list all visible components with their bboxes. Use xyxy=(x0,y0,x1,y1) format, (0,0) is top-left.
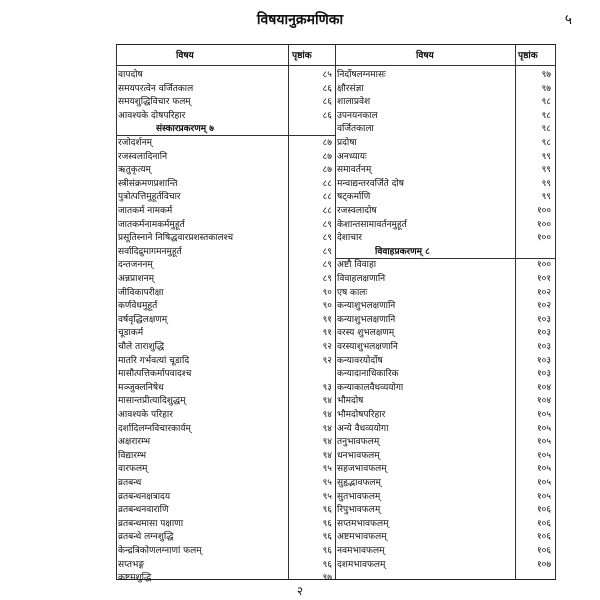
toc-row xyxy=(335,191,555,204)
page-ref: ९५ xyxy=(322,491,332,502)
toc-row xyxy=(335,559,555,572)
subject-text: समयपरत्वेन वर्जितकाल xyxy=(118,83,194,94)
page-ref: ९८ xyxy=(541,138,551,148)
page-ref: ८८ xyxy=(322,178,332,189)
toc-row xyxy=(335,164,555,177)
page-ref: ९७ xyxy=(322,573,332,584)
toc-row xyxy=(116,137,335,150)
subject-text: व्रतबन्ध xyxy=(118,478,142,488)
toc-row xyxy=(116,191,335,204)
subject-text: अष्टौ विवाहा xyxy=(337,260,377,271)
subject-text: अक्षरारम्भ xyxy=(118,437,151,448)
subject-text: कन्यावरयोर्दोष xyxy=(337,355,383,366)
subject-text: अष्टमभावफलम् xyxy=(337,532,387,543)
toc-row xyxy=(116,164,335,177)
page-ref: १०३ xyxy=(536,314,551,325)
page-ref: १०५ xyxy=(536,423,551,434)
toc-row xyxy=(116,83,335,96)
page-ref: ८९ xyxy=(322,260,332,271)
page-ref: १०२ xyxy=(536,287,551,298)
subject-text: ऋतुकृत्यम् xyxy=(118,165,151,176)
page-ref: ८८ xyxy=(322,206,332,216)
subject-text: कर्णवेधमुहूर्त xyxy=(118,301,158,312)
subject-text: रजस्वलादिनानि xyxy=(118,151,168,162)
page-ref: १०० xyxy=(536,219,551,230)
page-ref: १०६ xyxy=(536,546,551,556)
subject-text: विद्यारम्भ xyxy=(118,450,147,461)
subject-text: समयशुद्धिविचार फलम् xyxy=(118,97,191,108)
toc-row xyxy=(335,96,555,109)
toc-row xyxy=(335,259,555,272)
page-ref: ९७ xyxy=(541,83,551,94)
toc-row xyxy=(116,327,335,340)
subject-text: तनुभावफलम् xyxy=(337,437,380,448)
subject-text: देशाचार xyxy=(337,233,362,244)
toc-row xyxy=(116,219,335,232)
page-ref: ८७ xyxy=(322,165,332,176)
subject-text: भौमदोषपरिहार xyxy=(337,410,386,420)
page-ref: ८८ xyxy=(322,192,332,203)
subject-text: उपनयनकाल xyxy=(337,110,378,121)
toc-row xyxy=(335,463,555,476)
subject-text: दशमभावफलम् xyxy=(337,559,386,570)
page-ref: ९४ xyxy=(322,437,332,448)
subject-text: पुत्रोत्पत्तिमुहूर्तविचार xyxy=(118,192,181,203)
toc-row xyxy=(335,205,555,218)
subject-text: मासान्तप्रीत्यादिशुद्धम् xyxy=(118,396,186,407)
page-number: ५ xyxy=(564,12,572,28)
subject-text: केन्द्रत्रिकोणलग्नाणां फलम् xyxy=(118,546,202,556)
page-ref: ९४ xyxy=(322,410,332,420)
subject-text: मन्वाद्यन्तरवर्जिते दोष xyxy=(337,178,404,189)
subject-text: प्रदोषा xyxy=(337,138,357,148)
section-title: विवाहप्रकरणम् ८ xyxy=(375,246,430,257)
subject-text: आवश्यके परिहार xyxy=(118,410,173,420)
subject-text: कष्टमशुद्धि xyxy=(118,573,152,584)
toc-row xyxy=(335,450,555,463)
subject-text: षट्कर्माणि xyxy=(337,192,371,203)
page-ref: १०३ xyxy=(536,342,551,352)
header-rule xyxy=(116,65,556,66)
page-ref: ८९ xyxy=(322,219,332,230)
page-ref: ९७ xyxy=(541,70,551,80)
subject-text: वापदोष xyxy=(118,70,143,80)
subject-text: समावर्तनम् xyxy=(337,165,372,176)
page-ref: १०३ xyxy=(536,328,551,339)
toc-row xyxy=(116,151,335,164)
page-ref: ९२ xyxy=(322,342,332,352)
page-ref: १०६ xyxy=(536,505,551,516)
page-ref: १०५ xyxy=(536,491,551,502)
toc-row xyxy=(335,531,555,544)
subject-text: कन्यादानाधिकारिक xyxy=(337,369,399,380)
page-ref: ९१ xyxy=(322,314,332,325)
subject-text: अन्नप्राशनम् xyxy=(118,274,154,284)
subject-text: जातकर्म नामकर्म xyxy=(118,206,173,216)
page-ref: ९४ xyxy=(322,423,332,434)
toc-row xyxy=(335,545,555,558)
subject-text: निर्दोषलग्नमासः xyxy=(337,70,386,80)
page-ref: ८६ xyxy=(322,110,332,121)
toc-row xyxy=(116,531,335,544)
subject-text: व्रतबन्धनक्षत्रादय xyxy=(118,491,171,502)
toc-row xyxy=(116,463,335,476)
page-ref: ८७ xyxy=(322,151,332,162)
page-ref: ८७ xyxy=(322,138,332,148)
toc-row xyxy=(116,178,335,191)
toc-row xyxy=(116,314,335,327)
toc-row xyxy=(116,110,335,123)
toc-row xyxy=(335,300,555,313)
toc-row xyxy=(116,559,335,572)
page-ref: ९४ xyxy=(322,450,332,461)
subject-text: सर्वादिद्रुमागमनमुहूर्त xyxy=(118,246,182,257)
page-ref: १०५ xyxy=(536,464,551,475)
page-ref: ९६ xyxy=(322,559,332,570)
toc-row xyxy=(116,491,335,504)
toc-row xyxy=(335,123,555,136)
page-ref: १०५ xyxy=(536,450,551,461)
page-ref: ९४ xyxy=(322,396,332,407)
page-ref: ९९ xyxy=(541,178,551,189)
subject-text: कन्याकालवैधव्ययोगा xyxy=(337,382,404,393)
subject-text: दन्तजननम् xyxy=(118,260,153,271)
subject-text: रजोदर्शनम् xyxy=(118,138,152,148)
page-ref: १०५ xyxy=(536,437,551,448)
page-ref: ८५ xyxy=(322,70,332,80)
subject-text: केशान्तसामावर्तनमुहूर्त xyxy=(337,219,407,230)
toc-row xyxy=(335,423,555,436)
toc-row xyxy=(335,287,555,300)
toc-row xyxy=(116,232,335,245)
toc-row xyxy=(116,205,335,218)
subject-text: सप्तभङ्ग xyxy=(118,559,145,570)
subject-text: व्रतबन्धनवाराणि xyxy=(118,505,169,516)
page-ref: ९१ xyxy=(322,328,332,339)
subject-text: भौमदोष xyxy=(337,396,364,407)
page-ref: ९६ xyxy=(322,518,332,529)
toc-table xyxy=(116,44,556,584)
toc-row xyxy=(116,355,335,368)
page-ref: ८६ xyxy=(322,97,332,108)
subject-text: कन्याशुभलक्षणानि xyxy=(337,301,396,312)
toc-row xyxy=(116,273,335,286)
toc-row xyxy=(116,518,335,531)
toc-row xyxy=(335,327,555,340)
section-title: संस्कारप्रकरणम् ७ xyxy=(156,124,214,135)
toc-row xyxy=(335,273,555,286)
page-ref: १०६ xyxy=(536,532,551,543)
section-heading xyxy=(335,246,555,259)
subject-text: दर्शादिलग्नविचारकार्यम् xyxy=(118,423,191,434)
page-ref: ९६ xyxy=(322,532,332,543)
page-ref: ८९ xyxy=(322,233,332,244)
page-ref: १०६ xyxy=(536,518,551,529)
page-ref: १०४ xyxy=(536,396,551,407)
page-ref: ८९ xyxy=(322,246,332,257)
page-ref: ९६ xyxy=(322,505,332,516)
subject-text: सहजभावफलम् xyxy=(337,464,387,475)
toc-row xyxy=(116,69,335,82)
subject-text: चूडाकर्म xyxy=(118,328,144,339)
subject-text: जातकर्मनामकर्ममुहूर्त xyxy=(118,219,185,230)
page-ref: ८९ xyxy=(322,274,332,284)
toc-row xyxy=(335,382,555,395)
subject-text: एष कालः xyxy=(337,287,368,298)
page-ref: १०० xyxy=(536,206,551,216)
right-subject-header: विषय xyxy=(416,51,434,61)
toc-row xyxy=(335,137,555,150)
page-ref: १०३ xyxy=(536,355,551,366)
left-page-header: पृष्ठांक xyxy=(292,51,312,61)
section-heading xyxy=(116,123,335,136)
toc-row xyxy=(335,368,555,381)
toc-row xyxy=(335,69,555,82)
toc-row xyxy=(116,477,335,490)
subject-text: व्रतबन्धे लग्नशुद्धि xyxy=(118,532,174,543)
toc-row xyxy=(116,96,335,109)
toc-row xyxy=(335,436,555,449)
subject-text: व्रतबन्धमासा पक्षाणा xyxy=(118,518,184,529)
toc-row xyxy=(335,314,555,327)
subject-text: मातरि गर्भवत्यां चूडादि xyxy=(118,355,190,366)
subject-text: कन्याशुभलक्षणानि xyxy=(337,314,396,325)
toc-row xyxy=(116,368,335,381)
toc-row xyxy=(335,355,555,368)
toc-row xyxy=(335,110,555,123)
toc-row xyxy=(335,395,555,408)
subject-text: वरस्य शुभलक्षणम् xyxy=(337,328,395,339)
page-ref: ९९ xyxy=(541,165,551,176)
page-title: विषयानुक्रमणिका xyxy=(256,12,344,28)
left-subject-header: विषय xyxy=(176,51,194,61)
subject-text: जीविकापरीक्षा xyxy=(118,287,164,298)
page-ref: ९८ xyxy=(541,97,551,108)
subject-text: सुतभावफलम् xyxy=(337,491,381,502)
page-ref: ८६ xyxy=(322,83,332,94)
toc-row xyxy=(335,409,555,422)
page-ref: ९८ xyxy=(541,124,551,135)
subject-text: सुहृद्भावफलम् xyxy=(337,478,381,488)
subject-text: मञ्जुक्लनिषेध xyxy=(118,382,164,393)
page-ref: १०५ xyxy=(536,478,551,488)
subject-text: शालाप्रवेश xyxy=(337,97,371,108)
subject-text: सप्तमभावफलम् xyxy=(337,518,389,529)
subject-text: विवाहलक्षणानि xyxy=(337,274,386,284)
toc-row xyxy=(116,423,335,436)
page-ref: १०५ xyxy=(536,410,551,420)
subject-text: अन्ये वैधव्ययोगा xyxy=(337,423,389,434)
toc-row xyxy=(335,151,555,164)
page-ref: १०० xyxy=(536,233,551,244)
toc-row xyxy=(335,341,555,354)
subject-text: वर्षवृद्धिलक्षणम् xyxy=(118,314,168,325)
subject-text: क्षौरसंज्ञा xyxy=(337,83,364,94)
page-ref: ९८ xyxy=(541,110,551,121)
toc-row xyxy=(335,178,555,191)
page-ref: ९९ xyxy=(541,151,551,162)
subject-text: नवमभावफलम् xyxy=(337,546,385,556)
page-ref: ९५ xyxy=(322,478,332,488)
toc-row xyxy=(116,382,335,395)
page-ref: १०१ xyxy=(536,274,551,284)
toc-row xyxy=(116,450,335,463)
subject-text: रजस्वलादोष xyxy=(337,206,377,216)
toc-row xyxy=(335,232,555,245)
toc-row xyxy=(116,409,335,422)
toc-row xyxy=(116,545,335,558)
page-ref: १०३ xyxy=(536,369,551,380)
toc-row xyxy=(335,477,555,490)
table-border-right xyxy=(555,45,556,579)
right-page-header: पृष्ठांक xyxy=(518,51,538,61)
toc-row xyxy=(335,83,555,96)
toc-row xyxy=(116,259,335,272)
toc-row xyxy=(116,246,335,259)
page-ref: ९० xyxy=(322,287,332,298)
subject-text: आवश्यके दोषपरिहार xyxy=(118,110,186,121)
subject-text: वर्जितकाला xyxy=(337,124,374,135)
toc-row xyxy=(116,436,335,449)
subject-text: वरस्याशुभलक्षणानि xyxy=(337,342,398,352)
subject-text: प्रसूतिस्नाने निषिद्धवारप्रशस्तकालश्च xyxy=(118,233,234,244)
subject-text: धनभावफलम् xyxy=(337,450,380,461)
page-ref: १०० xyxy=(536,260,551,271)
toc-row xyxy=(116,341,335,354)
page-ref: ९२ xyxy=(322,355,332,366)
toc-row xyxy=(335,518,555,531)
toc-row xyxy=(116,395,335,408)
page-ref: ९९ xyxy=(541,192,551,203)
footer-page-number: २ xyxy=(296,584,304,598)
page-ref: ९५ xyxy=(322,464,332,475)
subject-text: रिपुभावफलम् xyxy=(337,505,381,516)
subject-text: स्त्रीसंक्रमणप्रशान्ति xyxy=(118,178,178,189)
toc-row xyxy=(116,504,335,517)
page-ref: १०७ xyxy=(536,559,551,570)
toc-row xyxy=(335,219,555,232)
toc-row xyxy=(335,491,555,504)
toc-row xyxy=(116,300,335,313)
page-ref: ९६ xyxy=(322,546,332,556)
page-ref: १०२ xyxy=(536,301,551,312)
toc-row xyxy=(116,287,335,300)
toc-row xyxy=(335,504,555,517)
subject-text: वारफलम् xyxy=(118,464,148,475)
subject-text: अनध्यायः xyxy=(337,151,367,162)
subject-text: मासौत्पत्तिकर्मापवादश्च xyxy=(118,369,192,380)
page-ref: १०४ xyxy=(536,382,551,393)
page-ref: ९० xyxy=(322,301,332,312)
page-ref: ९३ xyxy=(322,382,332,393)
subject-text: चौले ताराशुद्धि xyxy=(118,342,165,352)
